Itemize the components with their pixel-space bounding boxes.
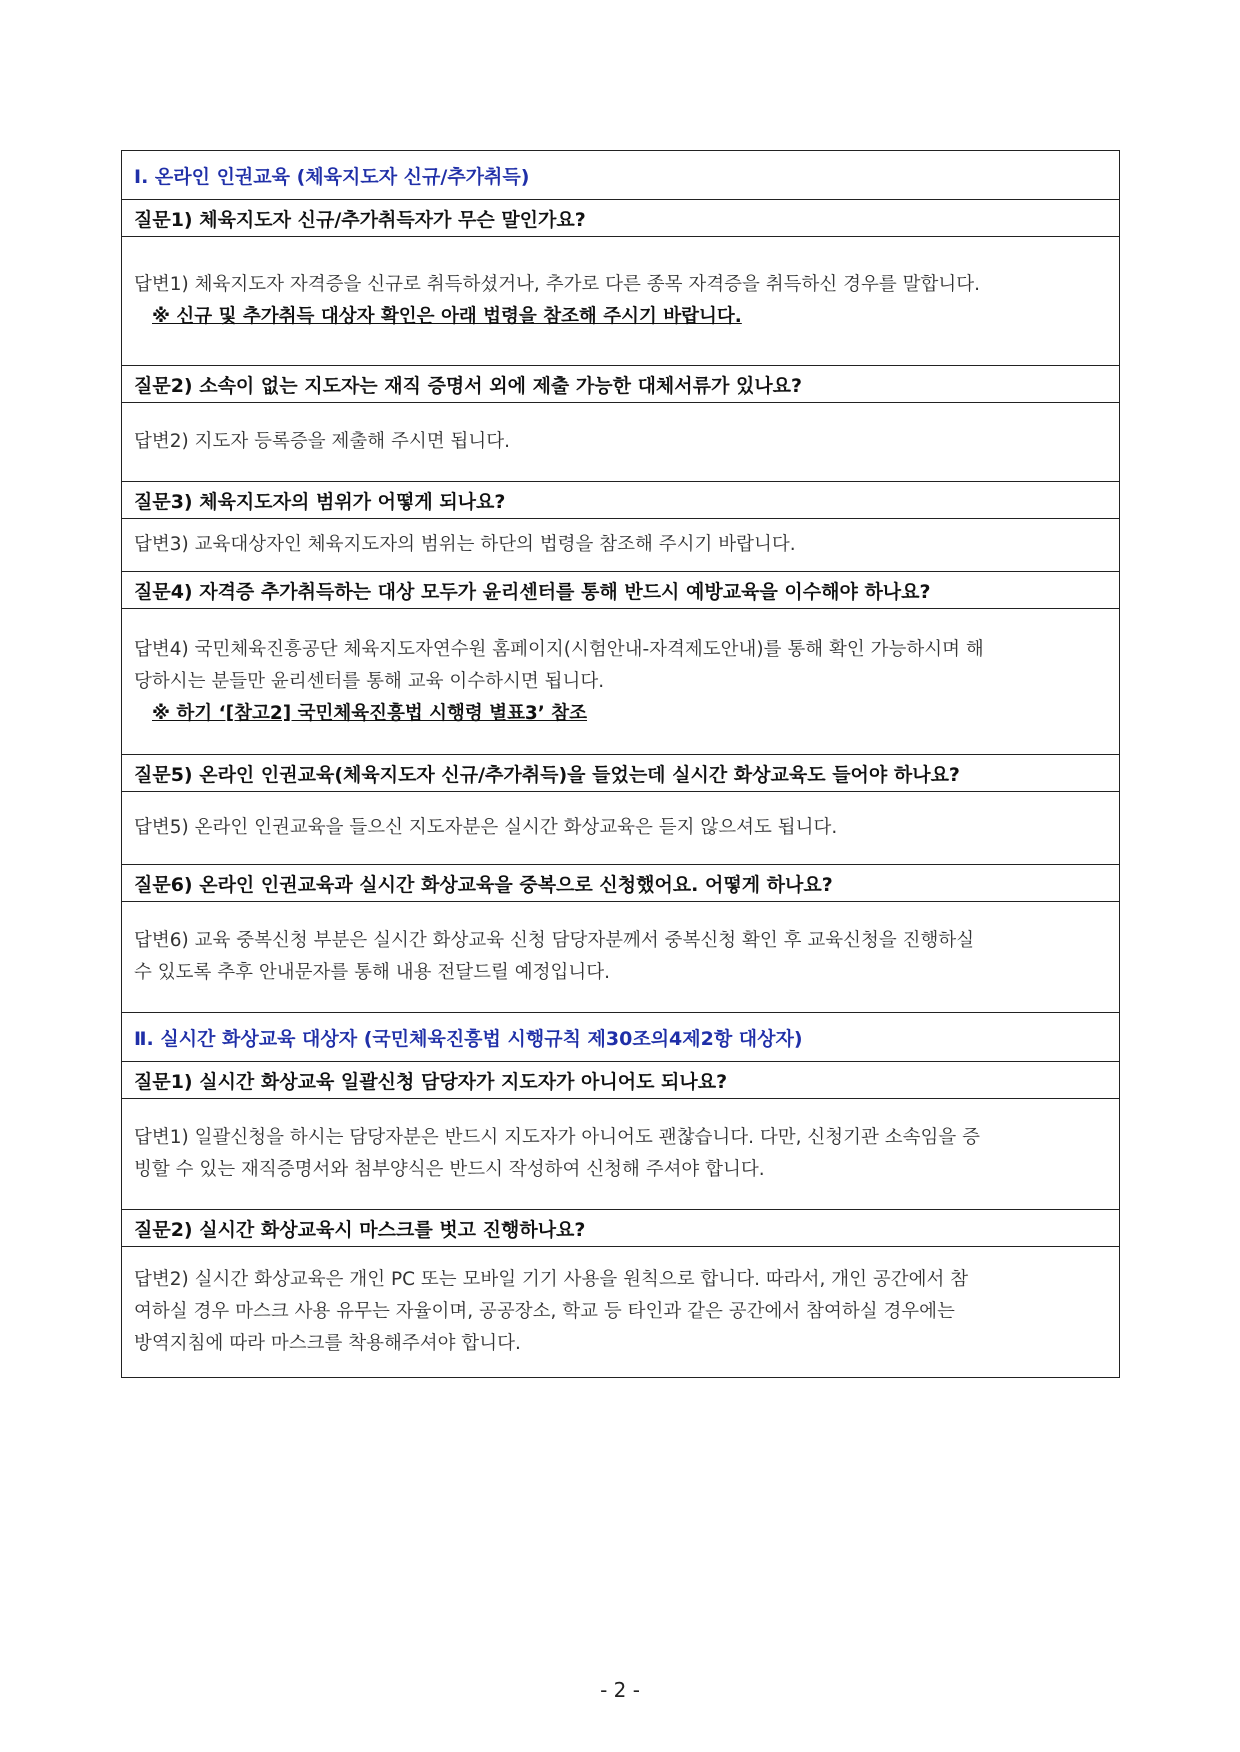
answer-cell: [122, 1247, 1120, 1378]
answer-text: 답변4) 국민체육진흥공단 체육지도자연수원 홈페이지(시험안내-자격제도안내)를 통해 확인 가능하시며 해: [134, 638, 984, 660]
answer-text: 당하시는 분들만 윤리센터를 통해 교육 이수하시면 됩니다.: [134, 670, 605, 692]
answer-text: 답변2) 실시간 화상교육은 개인 PC 또는 모바일 기기 사용을 원칙으로 합니다. 따라서, 개인 공간에서 참: [134, 1269, 969, 1290]
answer-text: 수 있도록 추후 안내문자를 통해 내용 전달드릴 예정입니다.: [134, 962, 610, 983]
answer-text: 답변1) 일괄신청을 하시는 담당자분은 반드시 지도자가 아니어도 괜찮습니다. 다만, 신청기관 소속임을 증: [134, 1127, 981, 1148]
reference-note: ※ 신규 및 추가취득 대상자 확인은 아래 법령을 참조해 주시기 바랍니다.: [152, 306, 742, 327]
question-row: [122, 755, 1120, 792]
answer-text: 빙할 수 있는 재직증명서와 첨부양식은 반드시 작성하여 신청해 주셔야 합니다.: [134, 1159, 765, 1180]
answer-row: [122, 792, 1120, 865]
question-text: 질문4) 자격증 추가취득하는 대상 모두가 윤리센터를 통해 반드시 예방교육을 이수해야 하나요?: [122, 572, 1120, 609]
question-text: 질문3) 체육지도자의 범위가 어떻게 되나요?: [122, 482, 1120, 519]
section-header: [122, 151, 1120, 200]
answer-row: [122, 609, 1120, 755]
question-text: 질문5) 온라인 인권교육(체육지도자 신규/추가취득)을 들었는데 실시간 화상교육도 들어야 하나요?: [122, 755, 1120, 792]
answer-text: 답변2) 지도자 등록증을 제출해 주시면 됩니다.: [134, 431, 510, 452]
reference-note: ※ 하기 ‘[참고2] 국민체육진흥법 시행령 별표3’ 참조: [152, 702, 588, 724]
question-row: [122, 200, 1120, 237]
answer-cell: [122, 403, 1120, 482]
faq-table: [121, 150, 1120, 1378]
question-text: 질문1) 실시간 화상교육 일괄신청 담당자가 지도자가 아니어도 되나요?: [122, 1062, 1120, 1099]
answer-cell: [122, 792, 1120, 865]
answer-row: [122, 519, 1120, 572]
question-row: [122, 366, 1120, 403]
question-text: 질문6) 온라인 인권교육과 실시간 화상교육을 중복으로 신청했어요. 어떻게 하나요?: [122, 865, 1120, 902]
answer-row: [122, 1247, 1120, 1378]
answer-text: 여하실 경우 마스크 사용 유무는 자율이며, 공공장소, 학교 등 타인과 같은 공간에서 참여하실 경우에는: [134, 1301, 955, 1322]
section-title: Ⅱ. 실시간 화상교육 대상자 (국민체육진흥법 시행규칙 제30조의4제2항 대상자): [122, 1013, 1120, 1062]
answer-text: 답변6) 교육 중복신청 부분은 실시간 화상교육 신청 담당자분께서 중복신청 확인 후 교육신청을 진행하실: [134, 930, 975, 951]
answer-text: 답변5) 온라인 인권교육을 들으신 지도자분은 실시간 화상교육은 듣지 않으셔도 됩니다.: [134, 817, 838, 838]
question-row: [122, 572, 1120, 609]
section-title: Ⅰ. 온라인 인권교육 (체육지도자 신규/추가취득): [122, 151, 1120, 200]
answer-row: [122, 403, 1120, 482]
question-row: [122, 482, 1120, 519]
answer-cell: [122, 609, 1120, 755]
question-row: [122, 865, 1120, 902]
question-row: [122, 1062, 1120, 1099]
answer-text: 방역지침에 따라 마스크를 착용해주셔야 합니다.: [134, 1333, 521, 1354]
answer-text: 답변3) 교육대상자인 체육지도자의 범위는 하단의 법령을 참조해 주시기 바랍니다.: [134, 534, 796, 555]
question-text: 질문1) 체육지도자 신규/추가취득자가 무슨 말인가요?: [122, 200, 1120, 237]
answer-row: [122, 902, 1120, 1013]
answer-cell: [122, 1099, 1120, 1210]
answer-row: [122, 1099, 1120, 1210]
question-text: 질문2) 소속이 없는 지도자는 재직 증명서 외에 제출 가능한 대체서류가 있나요?: [122, 366, 1120, 403]
answer-text: 답변1) 체육지도자 자격증을 신규로 취득하셨거나, 추가로 다른 종목 자격증을 취득하신 경우를 말합니다.: [134, 274, 981, 295]
page-number: - 2 -: [600, 1678, 640, 1702]
section-header: [122, 1013, 1120, 1062]
answer-cell: [122, 902, 1120, 1013]
answer-cell: [122, 237, 1120, 366]
question-text: 질문2) 실시간 화상교육시 마스크를 벗고 진행하나요?: [122, 1210, 1120, 1247]
question-row: [122, 1210, 1120, 1247]
answer-cell: [122, 519, 1120, 572]
faq-page: [121, 150, 1120, 1378]
answer-row: [122, 237, 1120, 366]
